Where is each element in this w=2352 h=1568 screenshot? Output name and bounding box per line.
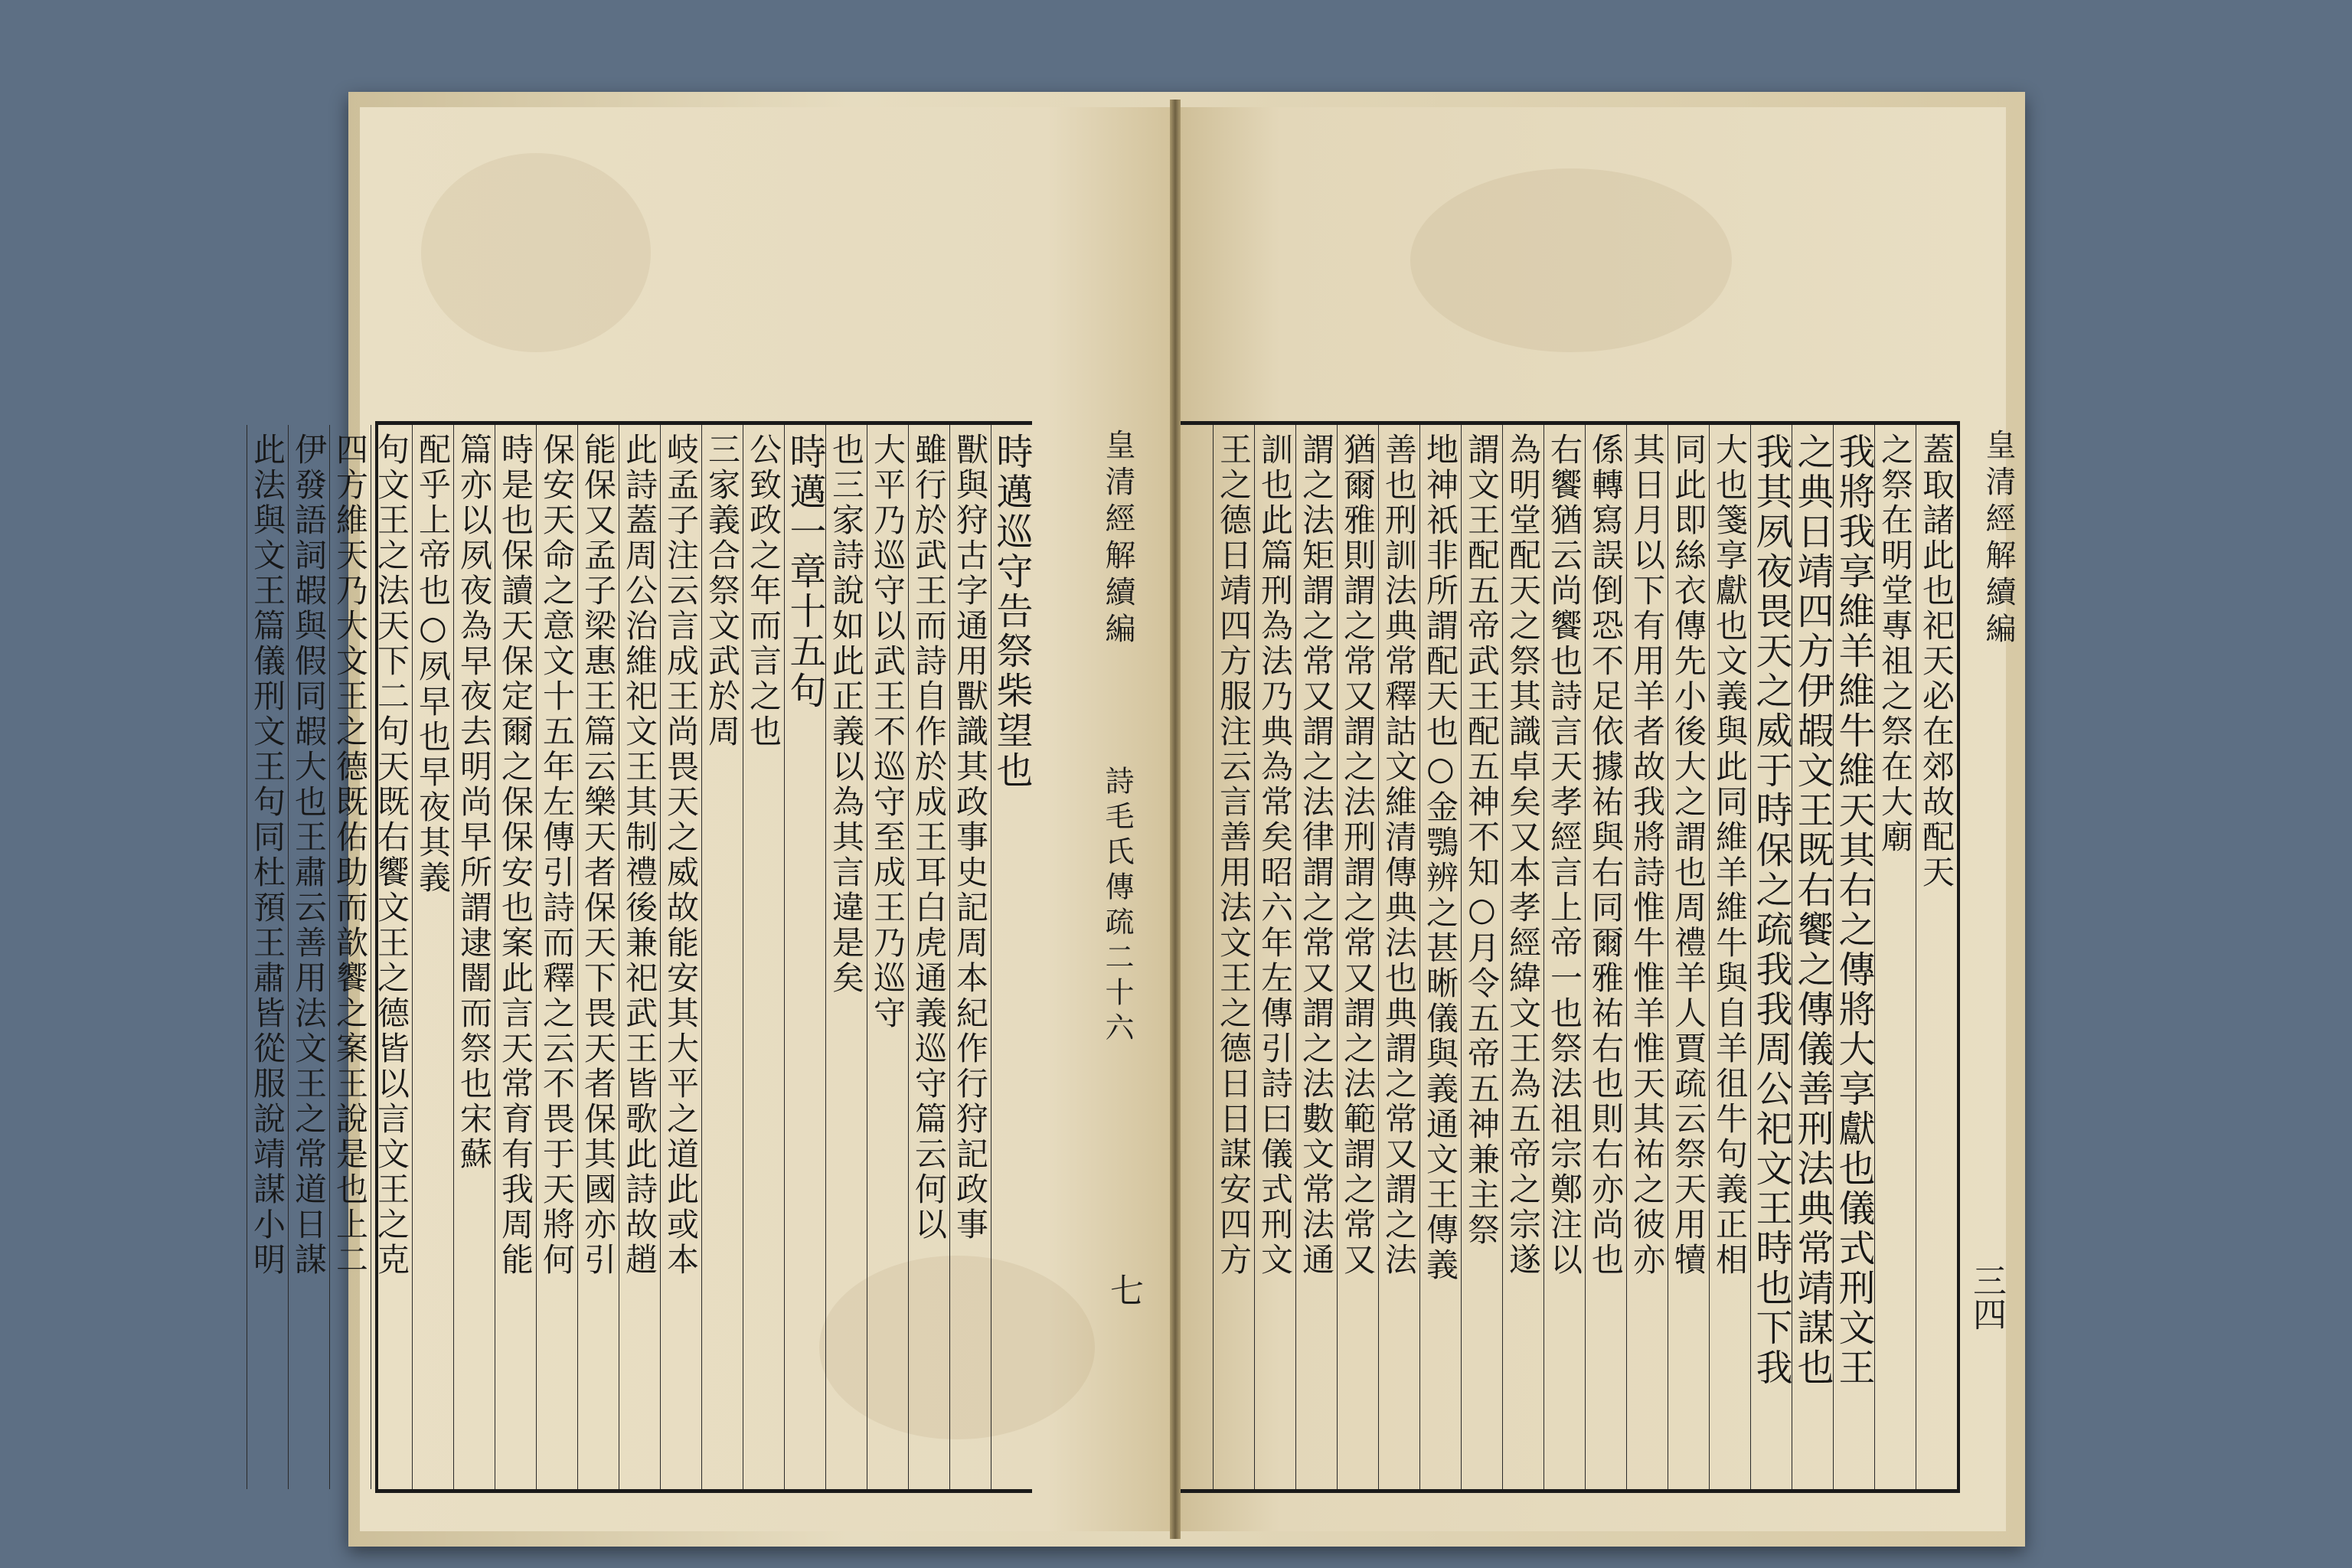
text-column: 同此即絲衣傳先小後大之謂也周禮羊人賈疏云祭天用犢 bbox=[1668, 425, 1709, 1489]
left-section-title: 詩毛氏傳疏二十六 bbox=[1100, 766, 1134, 1047]
right-text-columns bbox=[1181, 425, 1957, 1489]
text-column: 我其夙夜畏天之威于時保之疏我我周公祀文王時也下我 bbox=[1750, 425, 1792, 1489]
left-margin-title: 皇清經解續編 bbox=[1100, 429, 1135, 649]
left-page bbox=[249, 107, 1170, 1531]
text-column: 岐孟子注云言成王尚畏天之威故能安其大平之道此或本 bbox=[660, 425, 701, 1489]
text-column: 四方維天乃大文王之德既佑助而歆饗之案王說是也上二 bbox=[329, 425, 371, 1489]
left-text-columns bbox=[249, 425, 1033, 1489]
text-column: 右饗猶云尚饗也詩言天孝經言上帝一也祭法祖宗鄭注以 bbox=[1544, 425, 1585, 1489]
right-text-frame bbox=[1181, 421, 1960, 1493]
text-column: 伊發語詞嘏與假同嘏大也王肅云善用法文王之常道日謀 bbox=[288, 425, 329, 1489]
text-column: 能保又孟子梁惠王篇云樂天者保天下畏天者保其國亦引 bbox=[577, 425, 619, 1489]
right-page bbox=[1181, 107, 2016, 1531]
text-column: 善也刑訓法典常釋詁文維清傳典法也典謂之常又謂之法 bbox=[1378, 425, 1419, 1489]
text-column: 此詩蓋周公治維祀文王其制禮後兼祀武王皆歌此詩故趙 bbox=[619, 425, 660, 1489]
right-page-number: 三四 bbox=[1967, 1263, 2006, 1331]
text-column: 大也箋享獻也文義與此同維羊維牛與自羊徂牛句義正相 bbox=[1709, 425, 1750, 1489]
text-column: 王之德日靖四方服注云言善用法文王之德日日謀安四方 bbox=[1213, 425, 1254, 1489]
left-text-frame bbox=[249, 421, 1033, 1493]
text-column: 時是也保讀天保定爾之保保安也案此言天常育有我周能 bbox=[495, 425, 536, 1489]
text-column: 大平乃巡守以武王不巡守至成王乃巡守 bbox=[867, 425, 908, 1489]
text-column: 係轉寫誤倒恐不足依據祐與右同爾雅祐右也則右亦尚也 bbox=[1585, 425, 1626, 1489]
text-column: 雖行於武王而詩自作於成王耳白虎通義巡守篇云何以 bbox=[908, 425, 949, 1489]
text-column: 之祭在明堂專祖之祭在大廟 bbox=[1874, 425, 1916, 1489]
text-column: 為明堂配天之祭其識卓矣又本孝經緯文王為五帝之宗遂 bbox=[1502, 425, 1544, 1489]
text-column: 謂文王配五帝武王配五神不知○月令五帝五神兼主祭 bbox=[1461, 425, 1502, 1489]
text-column: 時邁巡守告祭柴望也 bbox=[991, 425, 1032, 1489]
text-column: 三家義合祭文武於周 bbox=[701, 425, 743, 1489]
paper-stain bbox=[1410, 168, 1732, 352]
text-column: 其日月以下有用羊者故我將詩惟牛惟羊惟天其祐之彼亦 bbox=[1626, 425, 1668, 1489]
text-column: 篇亦以夙夜為早夜去明尚早所謂逮闇而祭也宋蘇 bbox=[453, 425, 495, 1489]
text-column: 謂之法矩謂之常又謂之法律謂之常又謂之法數文常法通 bbox=[1295, 425, 1337, 1489]
text-column: 也三家詩說如此正義以為其言違是矣 bbox=[825, 425, 867, 1489]
text-column: 之典日靖四方伊嘏文王既右饗之傳儀善刑法典常靖謀也 bbox=[1792, 425, 1833, 1489]
text-column: 猶爾雅則謂之常又謂之法刑謂之常又謂之法範謂之常又 bbox=[1337, 425, 1378, 1489]
text-column: 公致政之年而言之也 bbox=[743, 425, 784, 1489]
left-page-number: 七 bbox=[1110, 1272, 1144, 1311]
text-column: 配乎上帝也○夙早也早夜其義 bbox=[412, 425, 453, 1489]
text-column: 獸與狩古字通用獸識其政事史記周本紀作行狩記政事 bbox=[949, 425, 991, 1489]
text-column: 此法與文王篇儀刑文王句同杜預王肅皆從服說靖謀小明 bbox=[247, 425, 288, 1489]
text-column: 地神祇非所謂配天也○金鶚辨之甚晰儀與義通文王傳義 bbox=[1419, 425, 1461, 1489]
text-column: 保安天命之意文十五年左傳引詩而釋之云不畏于天將何 bbox=[536, 425, 577, 1489]
text-column: 我將我享維羊維牛維天其右之傳將大享獻也儀式刑文王 bbox=[1833, 425, 1874, 1489]
text-column: 蓋取諸此也祀天必在郊故配天 bbox=[1916, 425, 1957, 1489]
text-column: 時邁一章十五句 bbox=[784, 425, 825, 1489]
text-column: 訓也此篇刑為法乃典為常矣昭六年左傳引詩曰儀式刑文 bbox=[1254, 425, 1295, 1489]
book-gutter bbox=[1170, 100, 1181, 1539]
text-column: 句文王之法天下二句天既右饗文王之德皆以言文王之克 bbox=[371, 425, 412, 1489]
right-margin-title: 皇清經解續編 bbox=[1981, 429, 2016, 649]
paper-stain bbox=[421, 153, 651, 352]
